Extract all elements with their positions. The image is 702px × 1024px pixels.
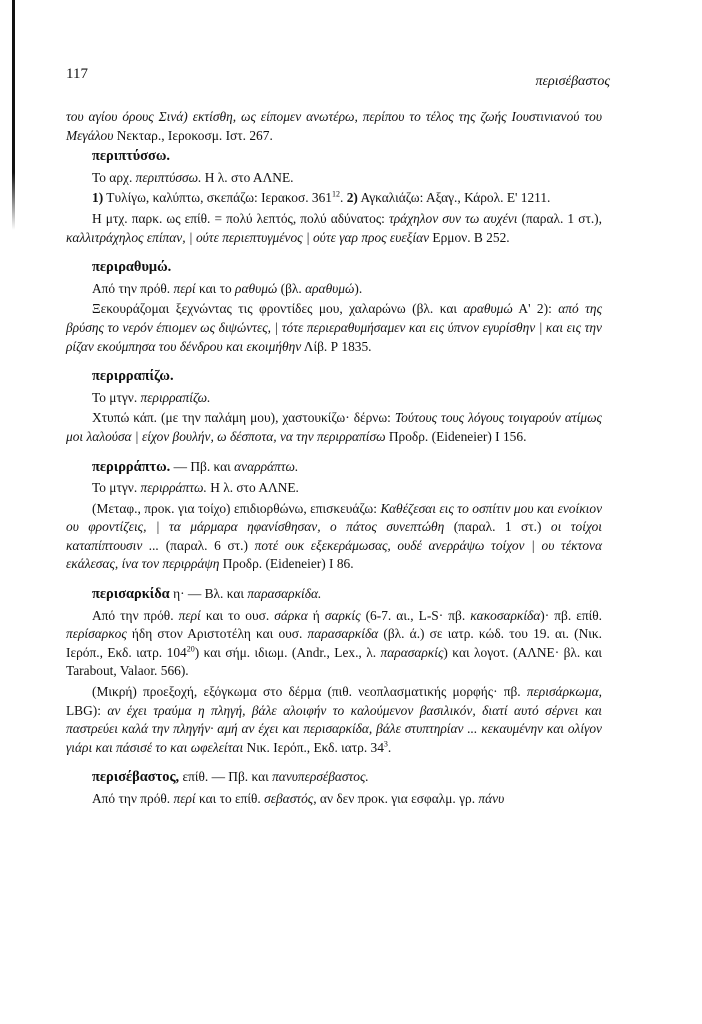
text-run: ) και λογοτ. (ΑΛΝΕ· βλ. και Tarabout, Valaor. 566). (66, 644, 602, 679)
italic-text: αν έχει τραύμα η πληγή, βάλε αλοιφήν το καλούμενον βασιλικόν, διατί αυτό σέρνει και παστρεύει καλά την πληγήν· αμή αν έχει και περισαρκίδα, βάλε στυπτηρίαν ... κεκαυμένην και ολίγον γιάρι και πάσισέ το και ωφελείται (66, 702, 602, 755)
text-run: η· — Βλ. και (169, 586, 248, 602)
text-run: Η λ. στο ΑΛΝΕ. (201, 169, 294, 185)
text-run: ή (307, 607, 325, 623)
headword-crossref (170, 586, 322, 601)
headword-crossref (179, 769, 369, 784)
text-run: (βλ. ά.) σε ιατρ. κώδ. του 19. αι. (Νικ. Ιερόπ., Εκδ. ιατρ. 104 (66, 626, 602, 660)
text-run: Α' 2): (512, 301, 559, 317)
entry-paragraph (66, 300, 602, 356)
text-run: — Πβ. και (170, 458, 235, 474)
footnote-ref: 20 (186, 644, 195, 654)
text-run: , αν δεν προκ. για εσφαλμ. γρ. (313, 791, 479, 806)
italic-text: παρασαρκίδα. (247, 586, 322, 602)
entries-list (66, 147, 602, 808)
text-run: (παραλ. 6 στ.) (159, 537, 255, 553)
headword: περιρραπίζω. (92, 368, 174, 385)
entry-heading (66, 768, 602, 787)
italic-text: πανυπερσέβαστος. (272, 769, 369, 785)
dictionary-entry (66, 367, 602, 446)
italic-text: περί (173, 280, 196, 296)
text-run: . (387, 739, 392, 755)
italic-text: Τούτους τους λόγους τοιγαρούν ατίμως μοι λαλούσα | είχον βουλήν, ω δέσποτα, να την περιρραπίσω (66, 410, 602, 444)
text-run: (παραλ. 1 στ.) (444, 519, 551, 535)
dictionary-entry (66, 768, 602, 808)
text-run: )· πβ. επίθ. (540, 607, 602, 623)
entry-heading (66, 585, 602, 604)
entry-paragraph (66, 683, 602, 757)
italic-text: οι τοίχοι καταπίπτουσιν ... (66, 519, 602, 553)
entry-paragraph (66, 409, 602, 446)
text-run: ήδη στον Αριστοτέλη και ουσ. (126, 626, 308, 642)
sense-number: 2) (346, 190, 358, 206)
text-run: Λίβ. Ρ 1835. (301, 338, 372, 354)
text-run: Το μτγν. (92, 389, 141, 405)
entry-heading (66, 458, 602, 477)
text-run: Προδρ. (Eideneier) Ι 156. (385, 428, 527, 444)
text-run: Το αρχ. (92, 169, 136, 185)
italic-text: περισάρκωμα (526, 684, 599, 700)
italic-text: ραθυμώ (235, 280, 278, 296)
footnote-ref: 12 (332, 189, 341, 199)
text-run: και το ουσ. (200, 607, 275, 623)
footnote-ref: 3 (383, 739, 388, 749)
text-run: Από την πρόθ. (92, 607, 179, 623)
text-run: Η λ. στο ΑΛΝΕ. (206, 480, 299, 496)
italic-text: του αγίου όρους Σινά) εκτίσθη, ως είπομεν ανωτέρω, περίπου το τέλος της ζωής Ιουστινιανού του Μεγάλου (66, 109, 602, 143)
entry-heading (66, 367, 602, 386)
italic-text: περιπτύσσω. (135, 169, 202, 185)
headword: περιραθυμώ. (92, 259, 172, 276)
entry-heading (66, 147, 602, 166)
italic-text: παρασαρκίδα (307, 626, 379, 642)
italic-text: τράχηλον συν τω αυχένι (388, 210, 518, 226)
entry-paragraph (66, 790, 602, 809)
text-run: (βλ. (277, 280, 306, 296)
entry-paragraph (66, 210, 602, 247)
text-run: Χτυπώ κάπ. (με την παλάμη μου), χαστουκίζω· δέρνω: (92, 410, 395, 426)
dictionary-entry (66, 458, 602, 575)
italic-text: παρασαρκίς (380, 644, 444, 660)
text-run: Προδρ. (Eideneier) Ι 86. (219, 556, 354, 572)
text-run: (Μεταφ., προκ. για τοίχο) επιδιορθώνω, επισκευάζω: (92, 500, 381, 516)
italic-text: σεβαστός (264, 791, 314, 806)
dictionary-body (66, 108, 602, 811)
italic-text: από της βρύσης το νερόν έπιομεν ως διψώντες, | τότε περιεραθυμήσαμεν και εις ύπνον εγυρίσθην | και εις την ρίζαν εκούμπησα του δένδρου και εκοιμήθην (66, 301, 602, 354)
italic-text: αραθυμώ (305, 280, 355, 296)
text-run: (Μικρή) προεξοχή, εξόγκωμα στο δέρμα (πιθ. νεοπλασματικής μορφής· πβ. (92, 684, 527, 700)
dictionary-entry (66, 585, 602, 757)
page-binding-edge (12, 0, 15, 230)
text-run: επίθ. — Πβ. και (179, 769, 273, 785)
text-run: Η μτχ. παρκ. ως επίθ. = πολύ λεπτός, πολύ αδύνατος: (92, 210, 389, 226)
headword: περιπτύσσω. (92, 148, 170, 165)
continuation-paragraph (66, 108, 602, 145)
italic-text: αναρράπτω. (234, 458, 299, 474)
entry-paragraph (66, 607, 602, 681)
text-run: Τυλίγω, καλύπτω, σκεπάζω: Ιερακοσ. 361 (103, 190, 333, 206)
headword: περιρράπτω. (92, 458, 171, 475)
text-run: Ξεκουράζομαι ξεχνώντας τις φροντίδες μου, χαλαρώνω (βλ. και (92, 301, 464, 317)
italic-text: καλλιτράχηλος επίπαν, | ούτε περιεπτυγμένος | ούτε γαρ προς ευεξίαν (66, 229, 430, 245)
italic-text: περιρραπίζω. (140, 389, 211, 405)
text-run: και το επίθ. (195, 791, 265, 806)
text-run: Νεκταρ., Ιεροκοσμ. Ιστ. 267. (116, 127, 273, 143)
page-number: 117 (66, 66, 88, 82)
italic-text: αραθυμώ (463, 301, 513, 317)
running-head: περισέβαστος (535, 74, 610, 89)
italic-text: Καθέζεσαι εις το οσπίτιν μου και ενοίκιον ου φροντίζεις, | τα μάρμαρα ηφανίσθησαν, ο πάτος συνεπτώθη (66, 500, 603, 535)
text-run: και το (195, 280, 236, 296)
sense-number: 1) (92, 190, 104, 206)
headword-crossref (170, 459, 298, 474)
headword: περισαρκίδα (92, 586, 170, 603)
text-run: Νικ. Ιερόπ., Εκδ. ιατρ. 34 (243, 739, 384, 755)
headword: περισέβαστος, (92, 769, 180, 786)
text-run: Το μτγν. (92, 480, 141, 496)
text-run: ) και σήμ. ιδιωμ. (Andr., Lex., λ. (194, 644, 381, 660)
text-run: . (340, 190, 347, 206)
entry-paragraph (66, 280, 602, 299)
italic-text: σαρκίς (324, 607, 361, 623)
text-run: , LBG): (66, 684, 602, 718)
italic-text: σάρκα (274, 607, 308, 623)
entry-paragraph (66, 189, 602, 208)
italic-text: κακοσαρκίδα (470, 607, 541, 623)
entry-paragraph (66, 500, 602, 574)
text-run: (παραλ. 1 στ.), (517, 210, 602, 226)
italic-text: περιρράπτω. (140, 480, 207, 496)
text-run: Αγκαλιάζω: Αξαγ., Κάρολ. Ε' 1211. (357, 190, 551, 206)
text-run: ). (354, 280, 363, 296)
entry-heading (66, 258, 602, 277)
text-run: Από την πρόθ. (92, 280, 174, 296)
entry-paragraph (66, 169, 602, 188)
entry-paragraph (66, 479, 602, 498)
italic-text: περί (178, 607, 201, 623)
dictionary-entry (66, 147, 602, 247)
text-run: Από την πρόθ. (92, 791, 174, 806)
italic-text: περίσαρκος (66, 626, 127, 642)
italic-text: ποτέ ουκ εξεκεράμωσας, ουδέ ανερράψω τοίχον | ου τέκτονα εκάλεσας, ίνα τον περιρράψη (66, 537, 602, 572)
text-run: Ερμον. Β 252. (429, 229, 510, 245)
text-run: (6-7. αι., L-S· πβ. (360, 607, 471, 623)
dictionary-entry (66, 258, 602, 356)
entry-paragraph (66, 389, 602, 408)
italic-text: περί (173, 791, 196, 806)
italic-text: πάνυ (478, 791, 505, 806)
